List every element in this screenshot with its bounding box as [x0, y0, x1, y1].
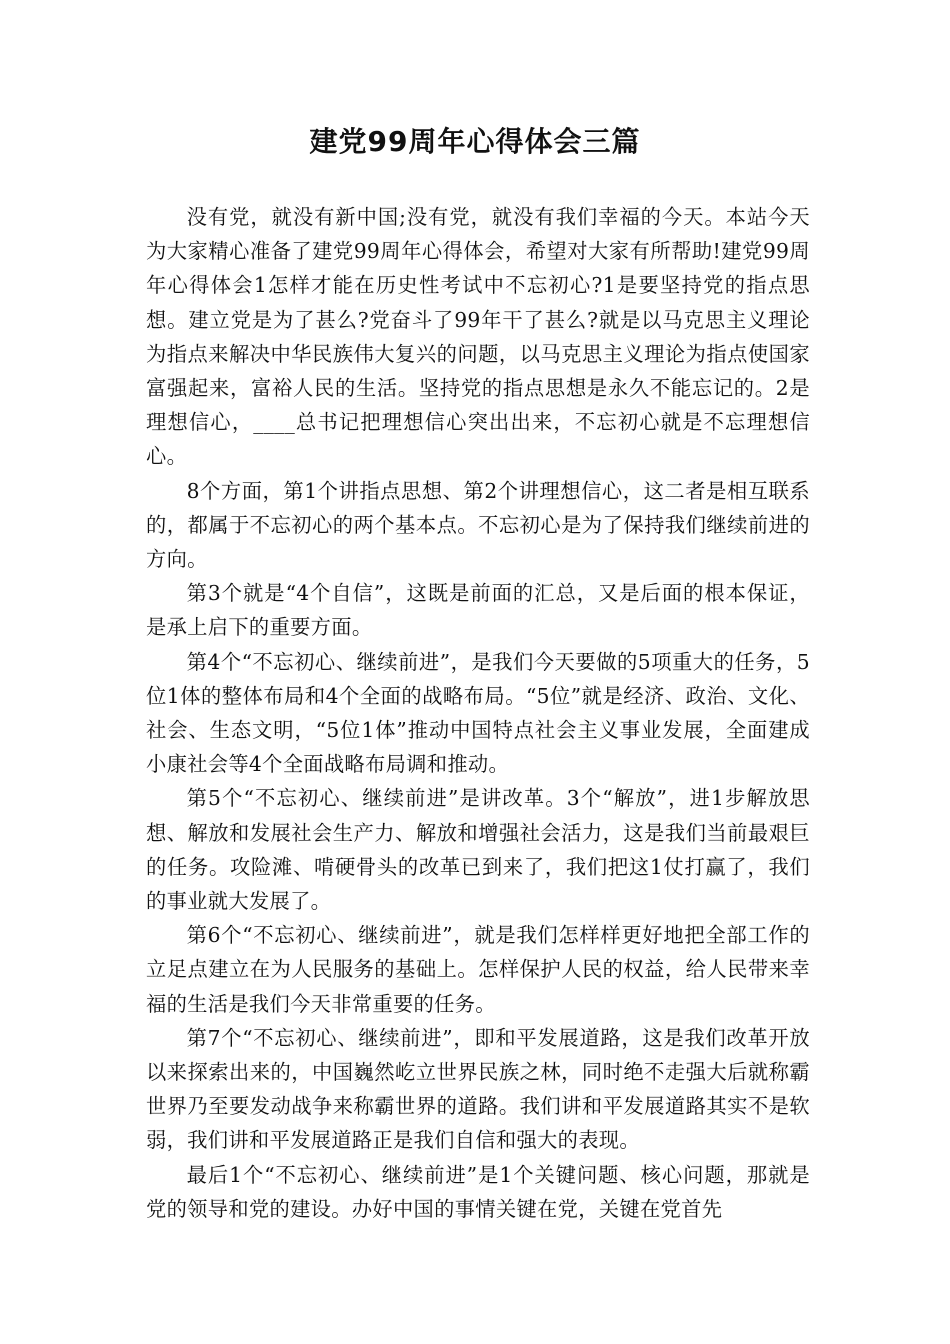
paragraph: 第4个“不忘初心、继续前进”，是我们今天要做的5项重大的任务，5位1体的整体布局和4个全面的战略布局。“5位”就是经济、政治、文化、社会、生态文明，“5位1体”推动中国特点社会主义事业发展，全面建成小康社会等4个全面战略布局调和推动。: [146, 649, 810, 777]
paragraph: 第6个“不忘初心、继续前进”，就是我们怎样样更好地把全部工作的立足点建立在为人民服务的基础上。怎样保护人民的权益，给人民带来幸福的生活是我们今天非常重要的任务。: [146, 923, 810, 1016]
paragraph: 第3个就是“4个自信”，这既是前面的汇总，又是后面的根本保证，是承上启下的重要方面。: [146, 581, 810, 640]
paragraph: 没有党，就没有新中国;没有党，就没有我们幸福的今天。本站今天为大家精心准备了建党99周年心得体会，希望对大家有所帮助!建党99周年心得体会1怎样才能在历史性考试中不忘初心?1是要坚持党的指点思想。建立党是为了甚么?党奋斗了99年干了甚么?就是以马克思主义理论为指点来解决中华民族伟大复兴的问题，以马克思主义理论为指点使国家富强起来，富裕人民的生活。坚持党的指点思想是永久不能忘记的。2是理想信心，____总书记把理想信心突出出来，不忘初心就是不忘理想信心。: [146, 205, 810, 469]
document-title: 建党99周年心得体会三篇: [309, 125, 641, 158]
paragraph: 最后1个“不忘初心、继续前进”是1个关键问题、核心问题，那就是党的领导和党的建设。办好中国的事情关键在党，关键在党首先: [146, 1162, 810, 1221]
paragraph: 8个方面，第1个讲指点思想、第2个讲理想信心，这二者是相互联系的，都属于不忘初心的两个基本点。不忘初心是为了保持我们继续前进的方向。: [146, 478, 810, 572]
paragraph: 第7个“不忘初心、继续前进”，即和平发展道路，这是我们改革开放以来探索出来的，中国巍然屹立世界民族之林，同时绝不走强大后就称霸世界乃至要发动战争来称霸世界的道路。我们讲和平发展道路其实不是软弱，我们讲和平发展道路正是我们自信和强大的表现。: [146, 1025, 810, 1153]
paragraph: 第5个“不忘初心、继续前进”是讲改革。3个“解放”，进1步解放思想、解放和发展社会生产力、解放和增强社会活力，这是我们当前最艰巨的任务。攻险滩、啃硬骨头的改革已到来了，我们把这1仗打赢了，我们的事业就大发展了。: [146, 786, 810, 914]
document-body: [146, 200, 810, 1226]
